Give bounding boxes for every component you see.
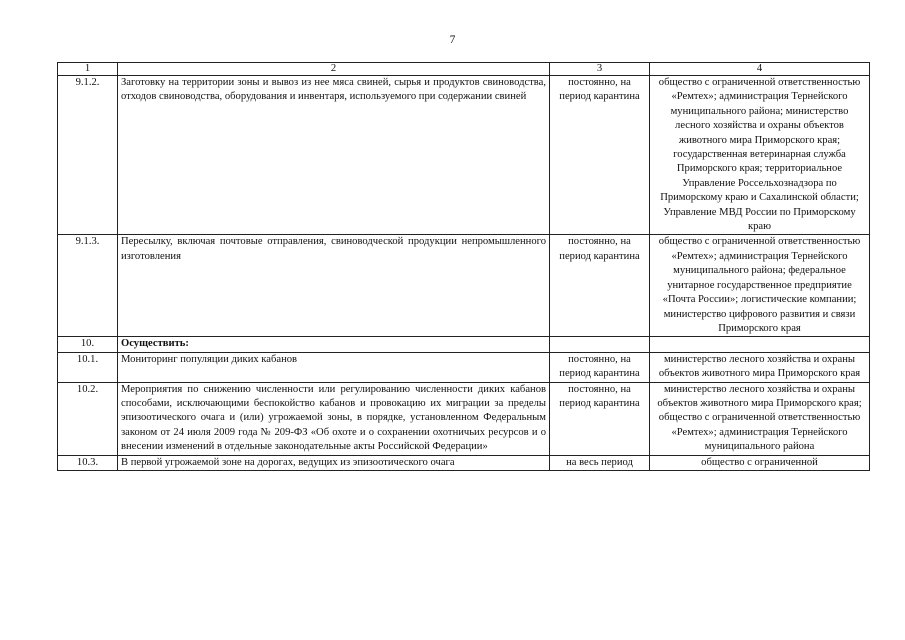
row-number: 10.1.: [58, 352, 118, 382]
row-number: 9.1.3.: [58, 235, 118, 337]
row-action: Осуществить:: [118, 337, 550, 352]
page-number: 7: [449, 34, 456, 46]
row-action: Пересылку, включая почтовые отправления, свиноводческой продукции непромышленного изготовления: [118, 235, 550, 337]
row-executors: общество с ограниченной ответственностью «Ремтех»; администрация Тернейского муниципального района; министерство лесного хозяйства и охраны объектов животного мира Приморского края; государственная ветеринарная служба Приморского края; территориальное Управление Россельхознадзора по Приморскому краю и Сахалинской области; Управление МВД России по Приморскому краю: [650, 76, 870, 235]
column-header: 4: [650, 63, 870, 76]
row-action: Мониторинг популяции диких кабанов: [118, 352, 550, 382]
row-number: 10.3.: [58, 455, 118, 470]
table-row: [58, 235, 870, 337]
row-executors: общество с ограниченной: [650, 455, 870, 470]
column-header: 2: [118, 63, 550, 76]
row-action: Заготовку на территории зоны и вывоз из нее мяса свиней, сырья и продуктов свиноводства, отходов свиноводства, оборудования и инвентаря, используемого при содержании свиней: [118, 76, 550, 235]
row-number: 10.2.: [58, 382, 118, 455]
row-executors: [650, 337, 870, 352]
table-row: [58, 455, 870, 470]
row-deadline: постоянно, на период карантина: [550, 382, 650, 455]
measures-table: [57, 62, 870, 471]
row-number: 10.: [58, 337, 118, 352]
row-deadline: постоянно, на период карантина: [550, 76, 650, 235]
row-number: 9.1.2.: [58, 76, 118, 235]
table-row: [58, 76, 870, 235]
row-executors: министерство лесного хозяйства и охраны объектов животного мира Приморского края; общество с ограниченной ответственностью «Ремтех»; администрация Тернейского муниципального района: [650, 382, 870, 455]
row-action: Мероприятия по снижению численности или регулированию численности диких кабанов способами, исключающими беспокойство кабанов и провокацию их миграции за пределы эпизоотического очага и (или) угрожаемой зоны, в порядке, установленном Федеральным законом от 24 июля 2009 года № 209-ФЗ «Об охоте и о сохранении охотничьих ресурсов и о внесении изменений в отдельные законодательные акты Российской Федерации»: [118, 382, 550, 455]
row-deadline: на весь период: [550, 455, 650, 470]
table-row: [58, 337, 870, 352]
row-executors: общество с ограниченной ответственностью «Ремтех»; администрация Тернейского муниципального района; федеральное унитарное государственное предприятие «Почта России»; логистические компании; министерство цифрового развития и связи Приморского края: [650, 235, 870, 337]
column-header: 1: [58, 63, 118, 76]
table-row: [58, 352, 870, 382]
row-deadline: постоянно, на период карантина: [550, 352, 650, 382]
row-action: В первой угрожаемой зоне на дорогах, ведущих из эпизоотического очага: [118, 455, 550, 470]
row-deadline: [550, 337, 650, 352]
column-header: 3: [550, 63, 650, 76]
table-row: [58, 382, 870, 455]
table-header-row: [58, 63, 870, 76]
row-executors: министерство лесного хозяйства и охраны объектов животного мира Приморского края: [650, 352, 870, 382]
row-deadline: постоянно, на период карантина: [550, 235, 650, 337]
